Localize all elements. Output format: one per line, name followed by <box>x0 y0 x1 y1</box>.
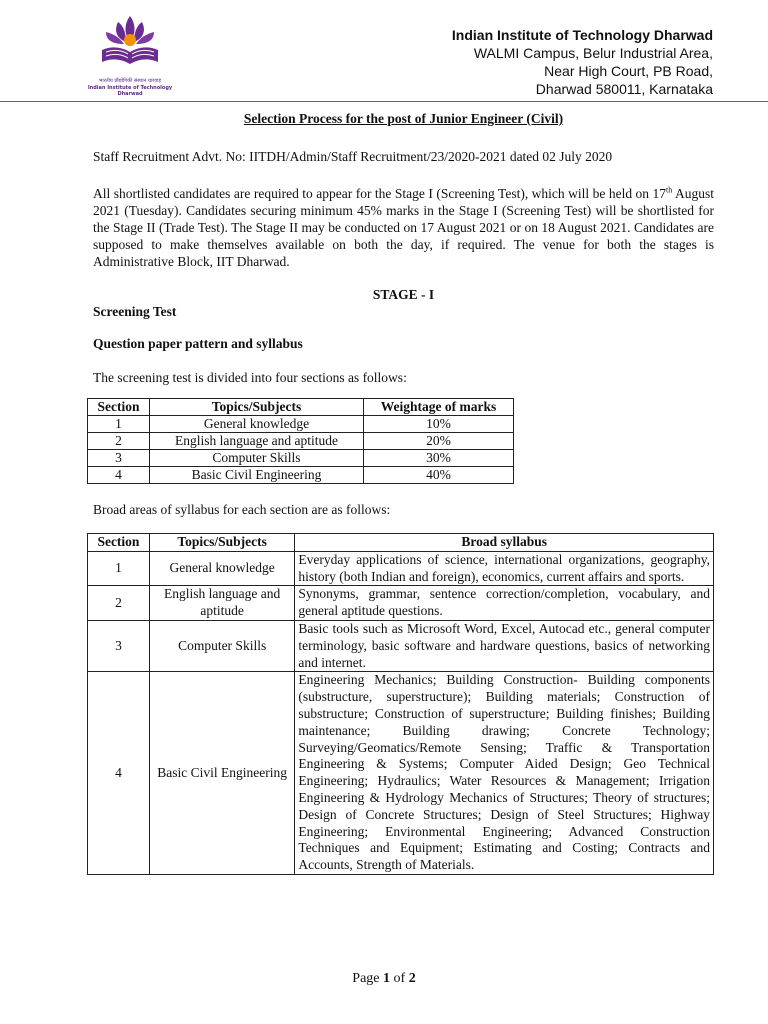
column-header: Topics/Subjects <box>149 534 295 552</box>
topic-cell: General knowledge <box>150 416 364 433</box>
topic-cell: Computer Skills <box>149 620 295 671</box>
table-row <box>88 450 514 467</box>
total-pages-number: 2 <box>408 971 416 986</box>
question-paper-heading: Question paper pattern and syllabus <box>93 336 303 351</box>
stage-heading: STAGE - I <box>372 287 435 302</box>
address-line-2: Near High Court, PB Road, <box>544 63 713 79</box>
instructions-paragraph <box>93 185 714 270</box>
table-header-row <box>88 399 514 416</box>
topic-cell: Basic Civil Engineering <box>150 467 364 484</box>
column-header: Broad syllabus <box>295 534 714 552</box>
document-body <box>93 110 714 875</box>
syllabus-cell: Basic tools such as Microsoft Word, Excel, Autocad etc., general computer terminology, basic software and hardware questions, basics of networking and internet. <box>295 620 714 671</box>
header-divider <box>0 101 768 102</box>
syllabus-table <box>87 533 714 875</box>
table-row <box>88 586 714 621</box>
column-header: Topics/Subjects <box>150 399 364 416</box>
section-cell: 3 <box>88 450 150 467</box>
syllabus-cell: Synonyms, grammar, sentence correction/completion, vocabulary, and general aptitude questions. <box>295 586 714 621</box>
topic-cell: Basic Civil Engineering <box>149 672 295 875</box>
table-row <box>88 433 514 450</box>
page-label: Page <box>352 971 380 986</box>
syllabus-cell: Everyday applications of science, international organizations, geography, history (both Indian and foreign), economics, current affairs and sports. <box>295 551 714 586</box>
section-cell: 1 <box>88 551 150 586</box>
weightage-table <box>87 398 514 484</box>
page-footer <box>0 971 768 987</box>
institute-address <box>452 26 713 98</box>
instructions-part-1: All shortlisted candidates are required to appear for the Stage I (Screening Test), which will be held on 17 <box>93 186 667 201</box>
current-page-number: 1 <box>383 971 391 986</box>
table-row <box>88 416 514 433</box>
weight-cell: 40% <box>364 467 514 484</box>
column-header: Section <box>88 534 150 552</box>
screening-heading: Screening Test <box>93 304 177 319</box>
syllabus-intro: Broad areas of syllabus for each section are as follows: <box>93 502 391 517</box>
sections-intro: The screening test is divided into four sections as follows: <box>93 370 407 385</box>
section-cell: 3 <box>88 620 150 671</box>
weight-cell: 10% <box>364 416 514 433</box>
institute-name: Indian Institute of Technology Dharwad <box>451 27 713 43</box>
letterhead <box>0 0 768 102</box>
of-label: of <box>393 971 406 986</box>
section-cell: 1 <box>88 416 150 433</box>
logo-english-text: Indian Institute of Technology Dharwad <box>87 85 173 97</box>
section-cell: 4 <box>88 467 150 484</box>
table-row <box>88 620 714 671</box>
table-row <box>88 672 714 875</box>
document-title: Selection Process for the post of Junior Engineer (Civil) <box>243 111 564 126</box>
topic-cell: English language and aptitude <box>150 433 364 450</box>
section-cell: 4 <box>88 672 150 875</box>
advertisement-number: Staff Recruitment Advt. No: IITDH/Admin/Staff Recruitment/23/2020-2021 dated 02 July 2020 <box>93 149 613 164</box>
institute-logo <box>80 10 180 98</box>
logo-hindi-text: भारतीय प्रौद्योगिकी संस्थान धारवाड़ <box>98 78 162 84</box>
weight-cell: 20% <box>364 433 514 450</box>
topic-cell: General knowledge <box>149 551 295 586</box>
weight-cell: 30% <box>364 450 514 467</box>
column-header: Section <box>88 399 150 416</box>
instructions-part-2: August 2021 (Tuesday). Candidates securing minimum 45% marks in the Stage I (Screening Test) will be shortlisted for the Stage II (Trade Test). The Stage II may be conducted on 17 August 2021 or on 18 August 2021. Candidates are supposed to make themselves available on both the day, if required. The venue for both the stages is Administrative Block, IIT Dharwad. <box>93 186 714 269</box>
section-cell: 2 <box>88 433 150 450</box>
address-line-1: WALMI Campus, Belur Industrial Area, <box>473 45 713 61</box>
section-cell: 2 <box>88 586 150 621</box>
lotus-book-icon <box>80 10 180 76</box>
table-row <box>88 551 714 586</box>
syllabus-cell: Engineering Mechanics; Building Construction- Building components (substructure, superstructure); Building materials; Construction of substructure; Construction of superstructure; Building finishes; Building maintenance; Building drawing; Concrete Technology; Surveying/Geomatics/Remote Sensing; Traffic & Transportation Engineering & Systems; Computer Aided Design; Geo Technical Engineering; Hydraulics; Water Resources & Management; Irrigation Engineering & Hydrology Mechanics of Structures; Theory of structures; Design of Concrete Structures; Design of Steel Structures; Highway Engineering; Environmental Engineering; Advanced Construction Techniques and Equipment; Estimating and Costing; Contracts and Accounts, Strength of Materials. <box>295 672 714 875</box>
topic-cell: Computer Skills <box>150 450 364 467</box>
address-line-3: Dharwad 580011, Karnataka <box>535 81 713 97</box>
ordinal-suffix: th <box>666 185 673 195</box>
table-row <box>88 467 514 484</box>
table-header-row <box>88 534 714 552</box>
column-header: Weightage of marks <box>364 399 514 416</box>
topic-cell: English language and aptitude <box>149 586 295 621</box>
